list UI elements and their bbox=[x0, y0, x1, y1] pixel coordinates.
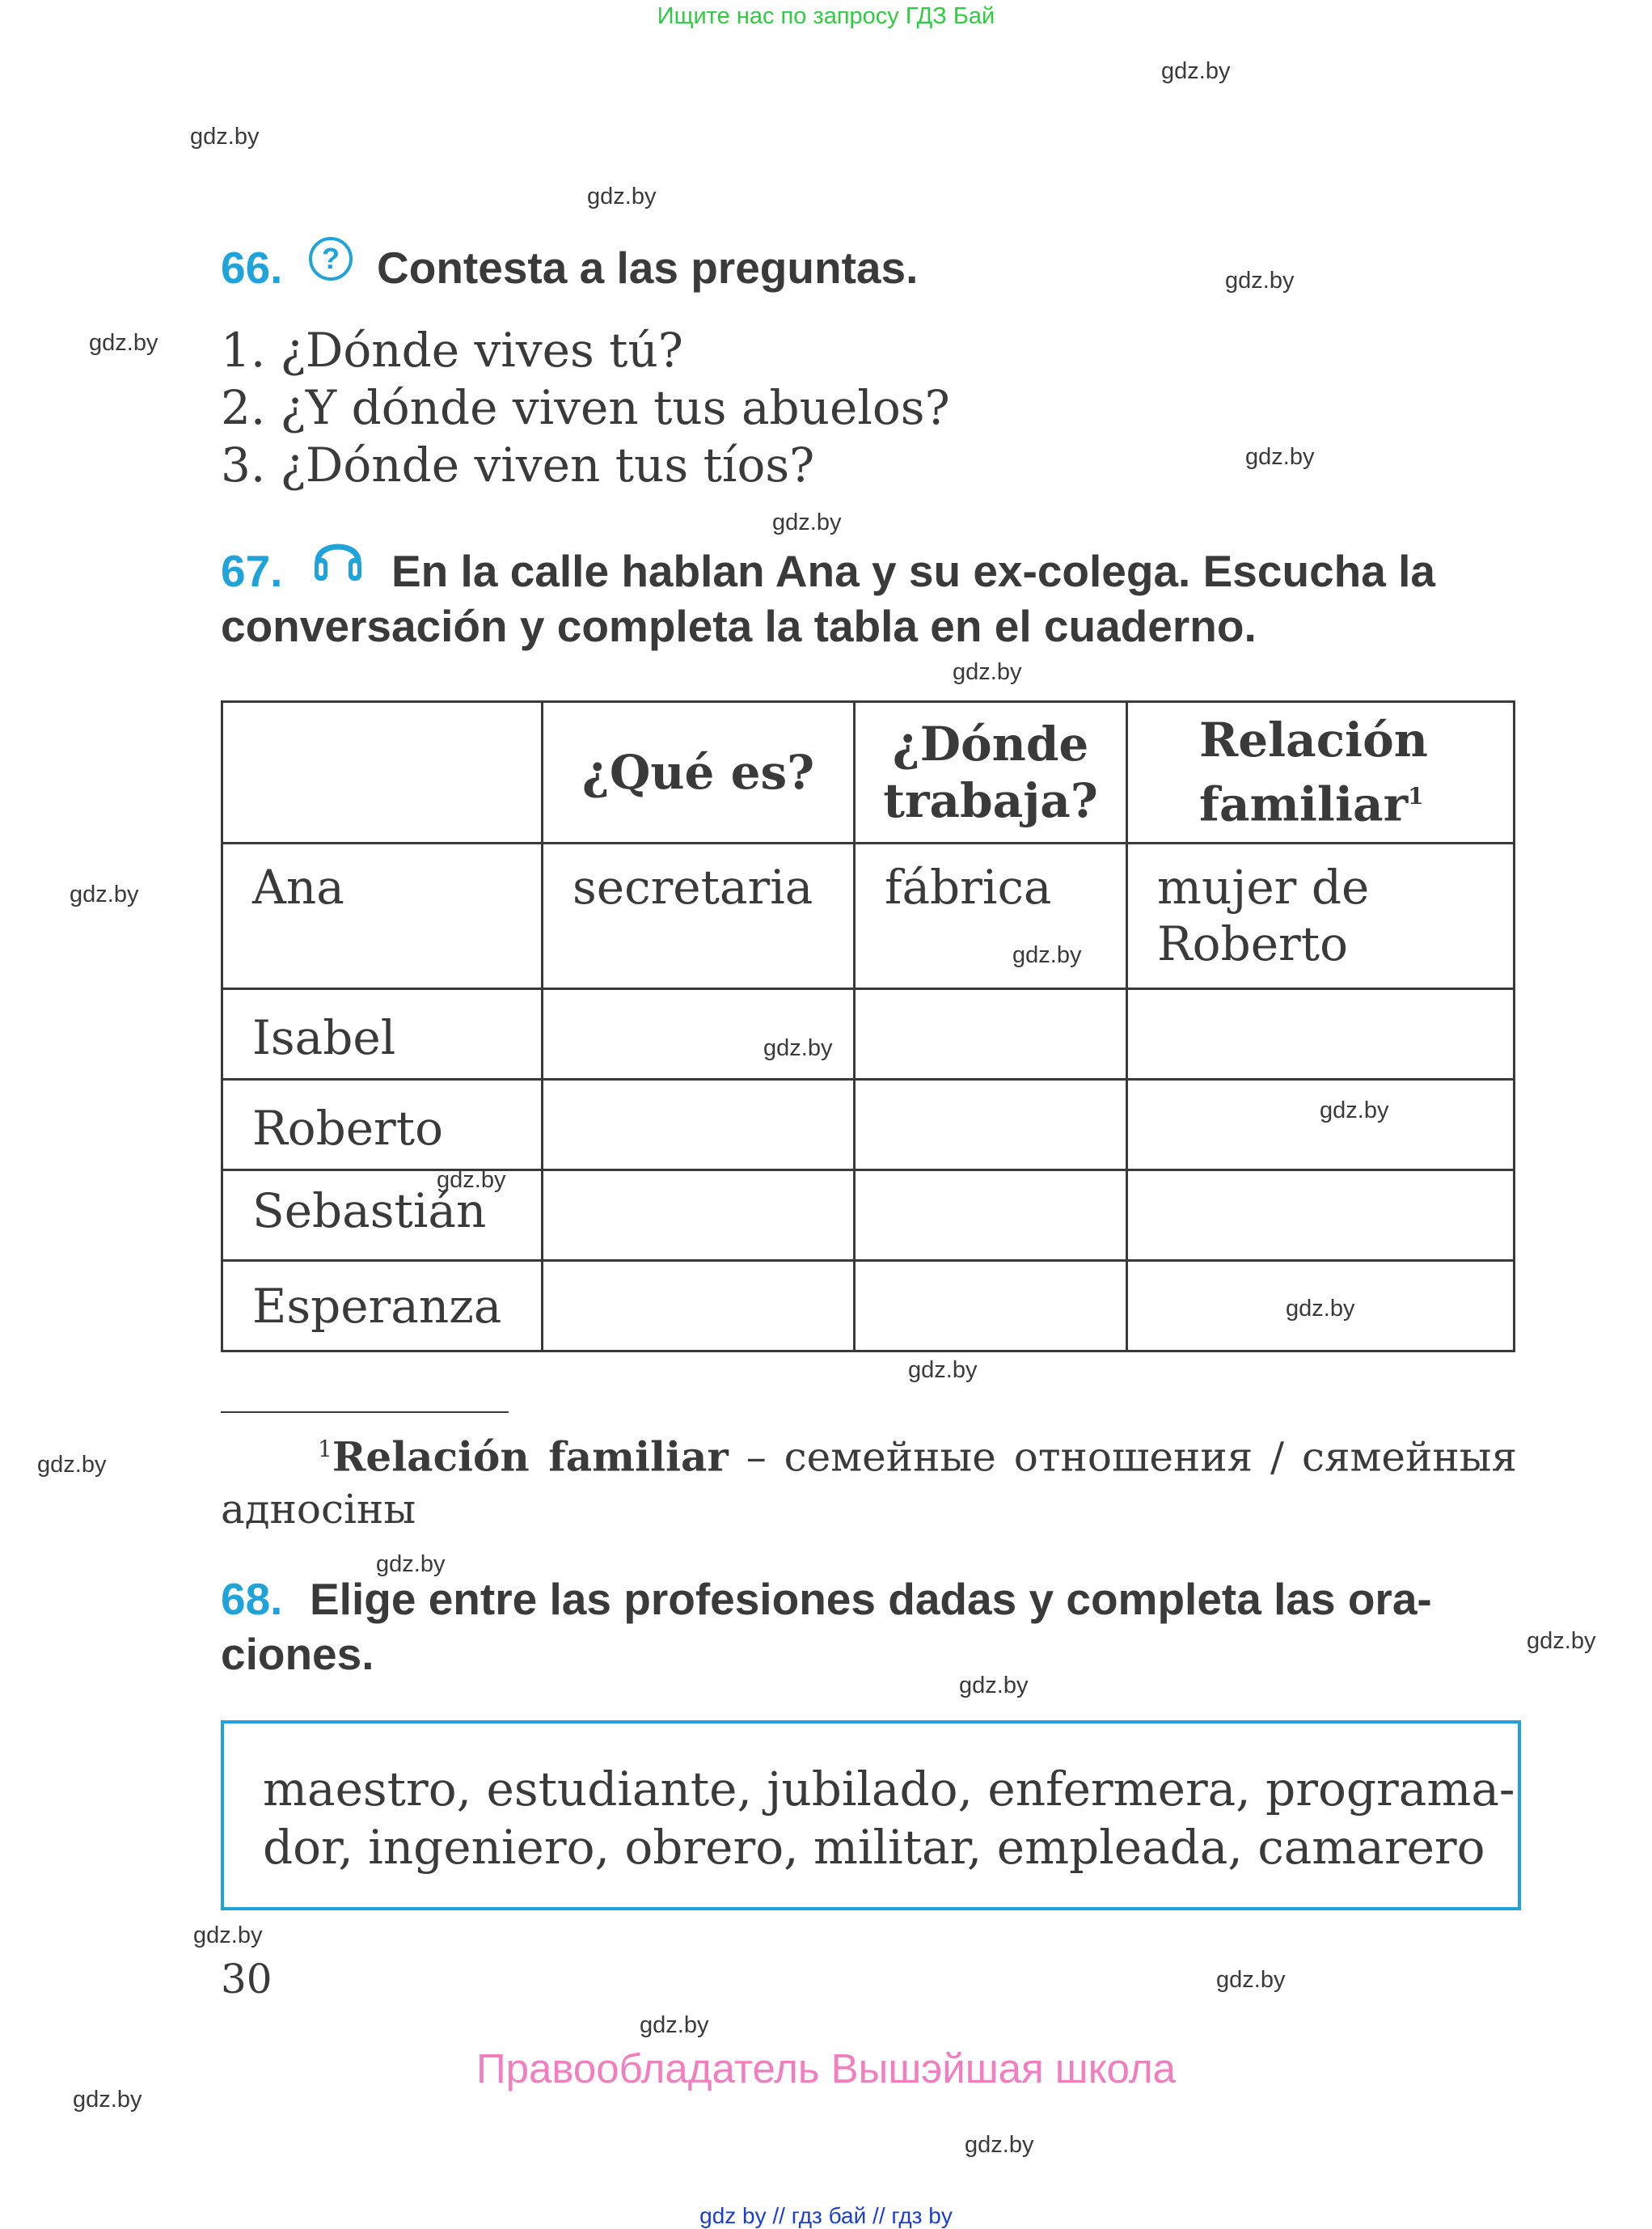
table-row bbox=[222, 844, 1515, 989]
footnote-divider bbox=[221, 1411, 509, 1413]
watermark: gdz.by bbox=[772, 510, 842, 535]
table-cell: mujer de Roberto bbox=[1127, 844, 1515, 989]
question-icon bbox=[308, 236, 353, 281]
watermark: gdz.by bbox=[965, 2132, 1034, 2158]
watermark: gdz.by bbox=[640, 2012, 709, 2038]
table-cell bbox=[543, 989, 855, 1080]
table-cell: Ana bbox=[222, 844, 543, 989]
table-cell: Sebastián bbox=[222, 1170, 543, 1261]
watermark: gdz.by bbox=[1216, 1967, 1286, 1993]
watermark: gdz.by bbox=[89, 330, 158, 356]
table-cell bbox=[855, 1080, 1127, 1170]
watermark: gdz.by bbox=[763, 1035, 833, 1061]
table-cell bbox=[543, 1170, 855, 1261]
watermark: gdz.by bbox=[73, 2087, 142, 2113]
watermark: gdz.by bbox=[376, 1551, 446, 1577]
table-cell bbox=[1127, 1080, 1515, 1170]
watermark: gdz.by bbox=[437, 1167, 506, 1193]
footer-links[interactable]: gdz by // гдз бай // гдз by bbox=[699, 2203, 953, 2228]
watermark: gdz.by bbox=[959, 1673, 1029, 1698]
table-header-row bbox=[222, 702, 1515, 844]
question-list bbox=[221, 322, 950, 494]
conversation-table bbox=[221, 700, 1515, 1352]
watermark: gdz.by bbox=[1245, 444, 1315, 470]
table-cell bbox=[543, 1261, 855, 1351]
exercise-68-title-line2: ciones. bbox=[221, 1629, 374, 1679]
table-row bbox=[222, 1080, 1515, 1170]
table-row bbox=[222, 1170, 1515, 1261]
exercise-68-title-line1: Elige entre las profesiones dadas y completa las ora- bbox=[310, 1574, 1432, 1624]
exercise-67-title-line1: En la calle hablan Ana y su ex-colega. Escucha la bbox=[391, 546, 1435, 596]
copyright-holder: Правообладатель Вышэйшая школа bbox=[476, 2045, 1176, 2092]
table-cell: Esperanza bbox=[222, 1261, 543, 1351]
exercise-67-number: 67. bbox=[221, 546, 283, 596]
table-row bbox=[222, 989, 1515, 1080]
table-row bbox=[222, 1261, 1515, 1351]
exercise-67-title-line2: conversación y completa la tabla en el cuaderno. bbox=[221, 601, 1257, 651]
table-header-cell: ¿Dónde trabaja? bbox=[855, 702, 1127, 844]
table-cell bbox=[1127, 989, 1515, 1080]
watermark: gdz.by bbox=[190, 124, 260, 150]
watermark: gdz.by bbox=[1286, 1296, 1355, 1322]
search-hint: Ищите нас по запросу ГДЗ Бай bbox=[657, 3, 995, 29]
watermark: gdz.by bbox=[587, 184, 657, 209]
watermark: gdz.by bbox=[1320, 1098, 1389, 1123]
table-header-cell bbox=[222, 702, 543, 844]
exercise-66-number: 66. bbox=[221, 243, 283, 293]
watermark: gdz.by bbox=[1527, 1628, 1596, 1654]
watermark: gdz.by bbox=[1225, 268, 1295, 294]
table-cell: Roberto bbox=[222, 1080, 543, 1170]
watermark: gdz.by bbox=[953, 659, 1022, 685]
question-item: 2. ¿Y dónde viven tus abuelos? bbox=[221, 380, 950, 435]
watermark: gdz.by bbox=[1161, 58, 1231, 84]
watermark: gdz.by bbox=[1012, 942, 1082, 968]
table-cell: secretaria bbox=[543, 844, 855, 989]
table-cell: Isabel bbox=[222, 989, 543, 1080]
watermark: gdz.by bbox=[70, 882, 139, 907]
table-cell bbox=[855, 1261, 1127, 1351]
table-cell bbox=[543, 1080, 855, 1170]
watermark: gdz.by bbox=[193, 1922, 263, 1948]
page-number: 30 bbox=[221, 1956, 273, 2003]
profession-words: maestro, estudiante, jubilado, enfermera, programa- dor, ingeniero, obrero, militar, empleada, camarero bbox=[263, 1762, 1515, 1875]
question-item: 3. ¿Dónde viven tus tíos? bbox=[221, 438, 815, 493]
table-header-cell: ¿Qué es? bbox=[543, 702, 855, 844]
svg-text:?: ? bbox=[322, 242, 340, 275]
footnote: $^1$Relación familiar – семейные отношения / сямейныя адносіны bbox=[221, 1432, 1517, 1533]
table-header-cell: Relación familiar$^1$ bbox=[1127, 702, 1515, 844]
watermark: gdz.by bbox=[37, 1452, 107, 1478]
profession-word-box bbox=[221, 1720, 1521, 1910]
exercise-68-number: 68. bbox=[221, 1574, 283, 1624]
question-item: 1. ¿Dónde vives tú? bbox=[221, 323, 683, 378]
table-cell: fábrica bbox=[855, 844, 1127, 989]
table-cell bbox=[855, 989, 1127, 1080]
exercise-66-title: Contesta a las preguntas. bbox=[377, 243, 919, 293]
headphones-icon bbox=[310, 529, 366, 586]
table-cell bbox=[1127, 1170, 1515, 1261]
table-cell bbox=[1127, 1261, 1515, 1351]
table-cell bbox=[855, 1170, 1127, 1261]
watermark: gdz.by bbox=[908, 1357, 978, 1383]
